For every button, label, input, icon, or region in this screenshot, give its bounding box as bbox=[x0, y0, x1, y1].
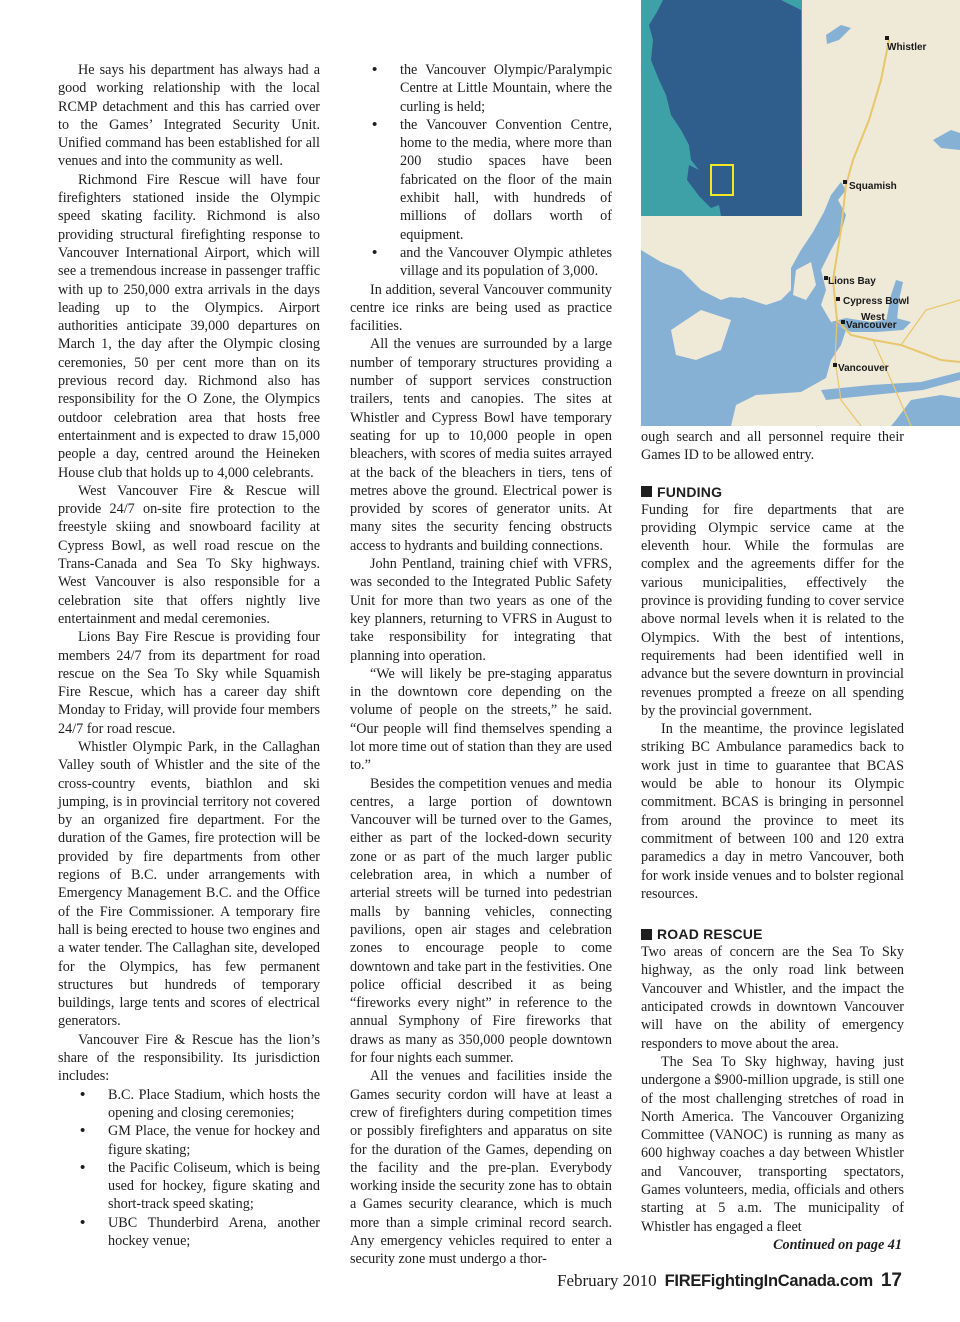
list-item: • and the Vancouver Olympic athletes village and its population of 3,000. bbox=[350, 244, 612, 281]
locator-inset bbox=[641, 0, 802, 216]
square-bullet-icon bbox=[641, 486, 652, 497]
list-item: • B.C. Place Stadium, which hosts the opening and closing ceremonies; bbox=[58, 1086, 320, 1123]
paragraph: Two areas of concern are the Sea To Sky highway, as the only road link between Vancouver and Whistler, and the impact the anticipated crowds in downtown Vancouver will have on the ability of emergency responders to move about the area. bbox=[641, 944, 904, 1052]
issue-date: February 2010 bbox=[557, 1271, 657, 1290]
section-heading-text: FUNDING bbox=[657, 483, 723, 500]
paragraph: Funding for fire departments that are providing Olympic service came at the eleventh hour. While the formulas are complex and the agreements differ for the various municipalities, effectively the province is providing funding to cover service above normal levels when it is related to the Olympics. With the best of intentions, requirements had been identified well in advance but the severe downturn in provincial revenues prompted a freeze on all spending by the provincial government. bbox=[641, 501, 904, 719]
paragraph: ough search and all personnel require their Games ID to be allowed entry. bbox=[641, 429, 904, 464]
label-cypress-bowl: Cypress Bowl bbox=[843, 296, 910, 307]
venue-list bbox=[58, 1086, 320, 1251]
label-vancouver: Vancouver bbox=[838, 363, 889, 374]
label-whistler: Whistler bbox=[887, 42, 927, 53]
label-squamish: Squamish bbox=[849, 181, 897, 192]
town-marker bbox=[885, 36, 889, 40]
article-column-1 bbox=[58, 61, 320, 1250]
map-graphic bbox=[641, 0, 960, 426]
section-heading-text: ROAD RESCUE bbox=[657, 926, 763, 943]
page-number: 17 bbox=[880, 1270, 902, 1291]
section-heading-funding bbox=[641, 483, 904, 501]
label-west-vancouver: Vancouver bbox=[846, 320, 897, 331]
paragraph: Besides the competition venues and media centres, a large portion of downtown Vancouver will be turned over to the Games, either as part of the locked-down security zone or as part of the much larger public celebration area, in which a number of arterial streets will be turned into pedestrian malls by banning vehicles, connecting pavilions, open air stages and celebration zones to encourage people to come downtown and take part in the festivities. One police official described it as being “fireworks every night” in reference to the annual Symphony of Fire fireworks that draws as many as 350,000 people downtown for four nights each summer. bbox=[350, 775, 612, 1067]
list-item: • the Pacific Coliseum, which is being used for hockey, figure skating and short-track speed skating; bbox=[58, 1159, 320, 1214]
town-marker bbox=[843, 180, 847, 184]
list-item: • the Vancouver Olympic/Paralympic Centre at Little Mountain, where the curling is held; bbox=[350, 61, 612, 116]
paragraph: Richmond Fire Rescue will have four firefighters stationed inside the Olympic speed skating facility. Richmond is also providing structural firefighting response to Vancouver International Airport, which will see a tremendous increase in passenger traffic with up to 250,000 extra arrivals in the days leading up to the Olympics. Airport authorities anticipate 39,000 departures on March 1, the day after the Olympic closing ceremonies, 50 per cent more than on its previous record day. Richmond also has responsibility for the O Zone, the Olympics outdoor celebration area that hosts free entertainment and is expected to draw 15,000 people a day, centred around the Heineken House club that holds up to 4,000 celebrants. bbox=[58, 171, 320, 481]
town-marker bbox=[833, 363, 837, 367]
article-column-2 bbox=[350, 61, 612, 1269]
town-marker bbox=[841, 320, 845, 324]
paragraph: All the venues and facilities inside the Games security cordon will have at least a crew of firefighters during competition times or possibly firefighters and apparatus on site for the duration of the Games, depending on the facility and the pre-plan. Everybody working inside the security zone has to obtain a Games security clearance, which is much more than a simple criminal record search. Any emergency vehicles required to enter a security zone must undergo a thor- bbox=[350, 1068, 612, 1268]
square-bullet-icon bbox=[641, 929, 652, 940]
venue-list-continued bbox=[350, 61, 612, 281]
paragraph: The Sea To Sky highway, having just undergone a $900-million upgrade, is still one of the most challenging stretches of road in North America. The Vancouver Organizing Committee (VANOC) is running as many as 600 highway coaches a day between Whistler and Vancouver, transporting spectators, Games volunteers, media, officials and others starting at 5 a.m. The municipality of Whistler has engaged a fleet bbox=[641, 1053, 904, 1235]
paragraph: Vancouver Fire & Rescue has the lion’s share of the responsibility. Its jurisdiction includes: bbox=[58, 1031, 320, 1085]
paragraph: All the venues are surrounded by a large number of temporary structures providing a number of support services construction trailers, tents and canopies. The sites at Whistler and Cypress Bowl have temporary seating for up to 10,000 people in open bleachers, with scores of media suites arrayed at the back of the bleachers in tiers, tens of metres above the ground. Electrical power is provided by scores of generator units. At many sites the security fencing obstructs access to hydrants and building connections. bbox=[350, 336, 612, 554]
paragraph: John Pentland, training chief with VFRS, was seconded to the Integrated Public Safety Unit for more than two years as one of the key planners, returning to VFRS in August to take responsibility for integrating that planning into operation. bbox=[350, 556, 612, 664]
list-item: • GM Place, the venue for hockey and figure skating; bbox=[58, 1122, 320, 1159]
label-lions-bay: Lions Bay bbox=[828, 276, 876, 287]
article-column-3 bbox=[641, 428, 904, 1254]
region-map bbox=[641, 0, 960, 426]
paragraph: Lions Bay Fire Rescue is providing four members 24/7 from its department for road rescue on the Sea To Sky while Squamish Fire Rescue, which has a career day shift Monday to Friday, will provide four members 24/7 for road rescue. bbox=[58, 629, 320, 737]
paragraph: “We will likely be pre-staging apparatus in the downtown core depending on the volume of people on the streets,” he said. “Our people will find themselves spending a lot more time out of station than they are used to.” bbox=[350, 665, 612, 774]
section-heading-road-rescue bbox=[641, 925, 904, 943]
paragraph: He says his department has always had a good working relationship with the local RCMP detachment and this has carried over to the Games’ Integrated Security Unit. Unified command has been established for all venues and into the community as well. bbox=[58, 62, 320, 170]
page-footer bbox=[557, 1270, 902, 1292]
magazine-website: FIREFightingInCanada.com bbox=[664, 1272, 873, 1290]
paragraph: Whistler Olympic Park, in the Callaghan Valley south of Whistler and the site of the cross-country events, biathlon and ski jumping, is in provincial territory not covered by an organized fire department. For the duration of the Games, fire protection will be provided by fire departments from other regions of B.C. under arrangements with Emergency Management B.C. and the Office of the Fire Commissioner. A temporary fire hall is being erected to house two engines and a water tender. The Callaghan site, developed for the Olympics, has few permanent structures but hundreds of temporary buildings, large tents and scores of electrical generators. bbox=[58, 738, 320, 1030]
label-west: West bbox=[861, 312, 885, 323]
paragraph: In addition, several Vancouver community centre ice rinks are being used as practice facilities. bbox=[350, 281, 612, 335]
town-marker bbox=[836, 297, 840, 301]
paragraph: West Vancouver Fire & Rescue will provide 24/7 on-site fire protection to the freestyle skiing and snowboard facility at Cypress Bowl, as well road rescue on the Trans-Canada and Sea To Sky highways. West Vancouver is also responsible for a celebration site that offers nightly live entertainment and medal ceremonies. bbox=[58, 482, 320, 627]
continued-note: Continued on page 41 bbox=[773, 1236, 902, 1253]
paragraph: In the meantime, the province legislated striking BC Ambulance paramedics back to work just in time to guarantee that BCAS would be able to honour its Olympic commitment. BCAS is bringing in personnel from around the province to meet its commitment of between 100 and 120 extra paramedics a day in metro Vancouver, both for work inside venues and to bolster regional resources. bbox=[641, 721, 904, 902]
list-item: • UBC Thunderbird Arena, another hockey venue; bbox=[58, 1214, 320, 1251]
list-item: • the Vancouver Convention Centre, home to the media, where more than 200 studio spaces have been fabricated on the floor of the main exhibit hall, with hundreds of millions of dollars worth of equipment. bbox=[350, 116, 612, 244]
